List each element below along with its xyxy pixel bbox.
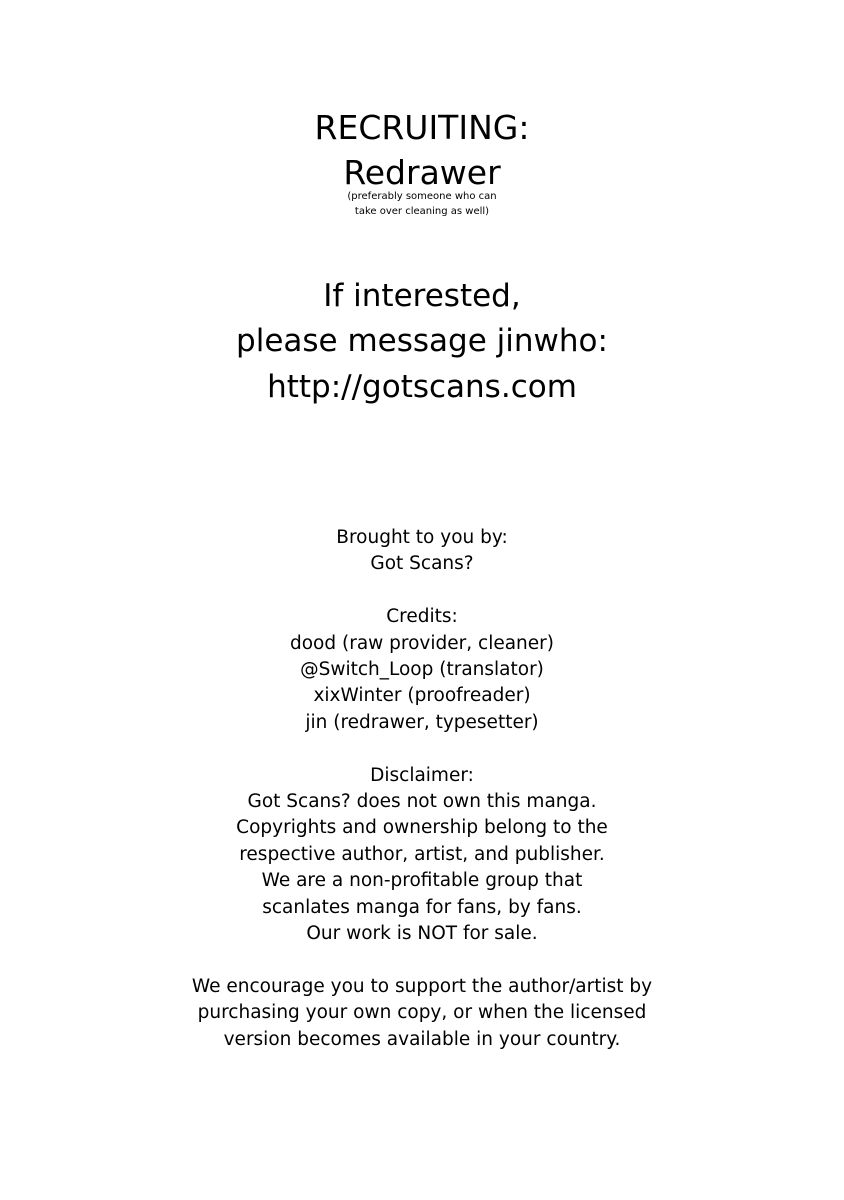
disclaimer-line: Got Scans? does not own this manga. <box>247 791 597 812</box>
disclaimer-line: Copyrights and ownership belong to the <box>236 817 608 838</box>
brought-label: Brought to you by: <box>336 527 508 548</box>
disclaimer-line: scanlates manga for fans, by fans. <box>262 897 582 918</box>
encourage-line: We encourage you to support the author/artist by <box>191 976 653 997</box>
disclaimer-line: respective author, artist, and publisher. <box>239 844 605 865</box>
credit-item: @Switch_Loop (translator) <box>300 659 544 680</box>
encourage-line: version becomes available in your country. <box>223 1029 621 1050</box>
recruiting-role: Redrawer <box>343 153 501 192</box>
contact-line-1: If interested, <box>323 278 521 314</box>
recruiting-note-line-2: take over cleaning as well) <box>354 206 490 217</box>
group-name: Got Scans? <box>370 553 474 574</box>
credit-item: xixWinter (proofreader) <box>313 685 531 706</box>
contact-line-2: please message jinwho: <box>236 323 608 359</box>
credit-item: jin (redrawer, typesetter) <box>305 712 539 733</box>
disclaimer-line: We are a non-profitable group that <box>261 870 583 891</box>
recruiting-note-line-1: (preferably someone who can <box>347 191 497 202</box>
recruiting-title: RECRUITING: <box>314 108 530 147</box>
contact-url: http://gotscans.com <box>267 369 577 405</box>
disclaimer-label: Disclaimer: <box>370 765 474 786</box>
disclaimer-line: Our work is NOT for sale. <box>306 923 538 944</box>
credit-item: dood (raw provider, cleaner) <box>290 633 554 654</box>
credits-label: Credits: <box>386 606 458 627</box>
encourage-line: purchasing your own copy, or when the licensed <box>197 1002 647 1023</box>
